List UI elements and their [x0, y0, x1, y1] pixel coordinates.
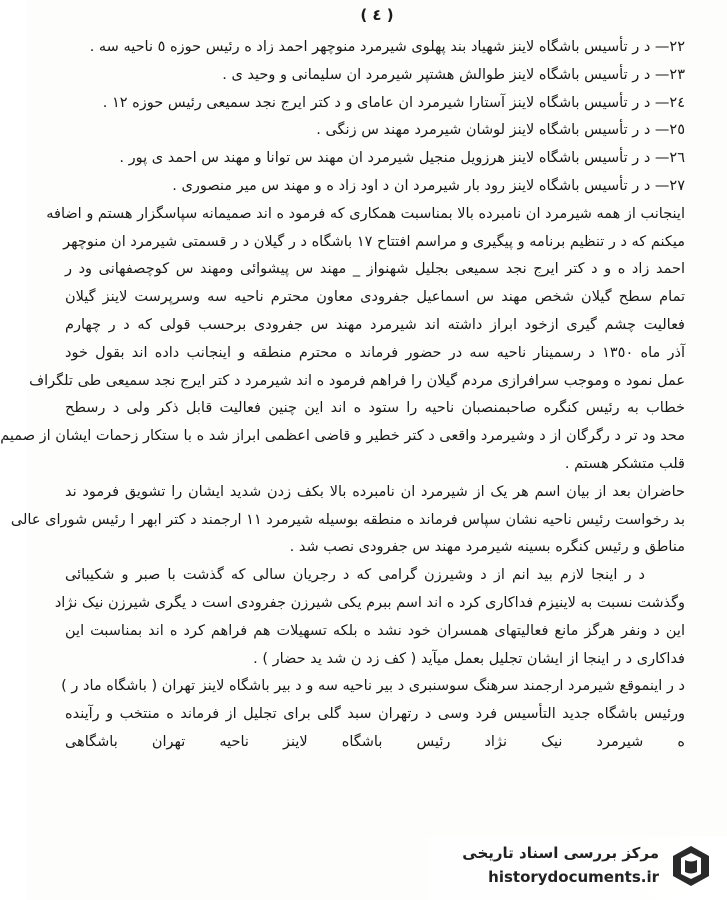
watermark: [427, 836, 727, 900]
text-line: ٢٤— د ر تأسیس باشگاه لاینز آستارا شیرمرد ان عامای و د کتر ایرج نجد سمیعی رئیس حوزه ١٢ .: [102, 94, 685, 111]
page-number: ( ٤ ): [360, 6, 394, 24]
text-line: مناطق و رئیس کنگره بسینه شیرمرد مهند س جفرودی نصب شد .: [289, 539, 685, 556]
watermark-url: historydocuments.ir: [488, 868, 659, 886]
text-line: فداکاری د ر اینجا از ایشان تجلیل بعمل میآید ( کف زد ن شد ید حضار ) .: [253, 650, 685, 667]
text-line: بد رخواست رئیس ناحیه نشان سپاس فرماند ه منطقه بوسیله شیرمرد ١١ ارجمند د کتر ابهر ا رئیس شورای عالی: [10, 511, 685, 528]
text-line: ٢٣— د ر تأسیس باشگاه لاینز طوالش هشتپر شیرمرد ان سلیمانی و وحید ی .: [222, 66, 685, 83]
text-line: ورئیس باشگاه جدید التأسیس فرد وسی د رتهران سبد گلی برای تجلیل از فرماند ه منتخب و رآینده: [65, 706, 685, 723]
text-line: محد ود تر د رگرگان از د وشیرمرد واقعی د کتر خطیر و قاضی اعظمی ابراز شد ه با ستکار زحمات ایشان از صمیم: [0, 428, 685, 445]
text-line: ٢٦— د ر تأسیس باشگاه لاینز هرزویل منجیل شیرمرد ان مهند س توانا و مهند س احمد ی پور .: [119, 150, 685, 167]
text-line: میکنم که د ر تنظیم برنامه و پیگیری و مراسم افتتاح ١٧ باشگاه د ر گیلان د ر قسمتی شیرمرد ان منوچهر: [63, 233, 685, 250]
text-line: عمل نمود ه وموجب سرافرازی مردم گیلان را فراهم فرمود ه اند شیرمرد د کتر ایرج نجد سمیعی طی تلگراف: [29, 372, 685, 389]
text-line: ٢٥— د ر تأسیس باشگاه لاینز لوشان شیرمرد مهند س زنگی .: [316, 122, 685, 139]
text-line: ٢٧— د ر تأسیس باشگاه لاینز رود بار شیرمرد ان د اود زاد ه و مهند س میر منصوری .: [172, 177, 685, 194]
text-line: خطاب به رئیس کنگره صاحبمنصبان ناحیه را ستود ه اند این چنین فعالیت قابل ذکر ولی د رسطح: [65, 400, 685, 417]
text-line: وگذشت نسبت به لاینیزم فداکاری کرد ه اند اسم ببرم یکی شیرزن جفرودی است د یگری شیرزن نیک نژاد: [54, 594, 685, 611]
text-line: اینجانب از همه شیرمرد ان نامبرده بالا بمناسبت همکاری که فرمود ه اند صمیمانه سپاسگزار هستم و اضافه: [46, 205, 685, 222]
text-line: فعالیت چشم گیری ازخود ابراز داشته اند شیرمرد مهند س جفرودی برحسب قولی که د ر چهارم: [65, 316, 685, 333]
text-line: د ر اینموقع شیرمرد ارجمند سرهنگ سوسنبری د بیر ناحیه سه و د بیر باشگاه لاینز تهران ( باشگاه ماد ر ): [61, 678, 685, 695]
text-line: د ر اینجا لازم بید انم از د وشیرزن گرامی که د رجریان سالی که گذشت با صبر و شکیبائی: [65, 567, 645, 584]
text-line: تمام سطح گیلان شخص مهند س اسماعیل جفرودی معاون محترم ناحیه سه وسرپرست لاینز گیلان: [65, 289, 685, 306]
text-line: ٢٢— د ر تأسیس باشگاه لاینز شهیاد بند پهلوی شیرمرد منوچهر احمد زاد ه رئیس حوزه ٥ ناحیه سه .: [89, 39, 685, 55]
text-line: قلب متشکر هستم .: [564, 455, 685, 472]
watermark-title: مرکز بررسی اسناد تاریخی: [462, 844, 659, 862]
text-line: این د ونفر هرگز مانع فعالیتهای همسران خود نشد ه بلکه تسهیلات هم فراهم کرد ه اند بمناسبت این: [65, 622, 685, 639]
text-line: احمد زاد ه و د کتر ایرج نجد سمیعی بجلیل شهنواز _ مهند س پیشوائی ومهند س کوچصفهانی ود ر: [65, 261, 685, 278]
text-line: حاضران بعد از بیان اسم هر یک از شیرمرد ان نامبرده بالا بکف زدن شدید ایشان را تشویق فرمود ند: [65, 483, 685, 500]
document-body: [0, 34, 685, 757]
text-line: آذر ماه ١٣٥٠ د رسمینار ناحیه سه در حضور فرماند ه محترم منطقه و اینجانب داده اند بقول خود: [65, 344, 685, 361]
archive-logo-icon: [667, 842, 715, 890]
text-line: ه شیرمرد نیک نژاد رئیس باشگاه لاینز ناحیه تهران باشگاهی: [65, 733, 685, 750]
